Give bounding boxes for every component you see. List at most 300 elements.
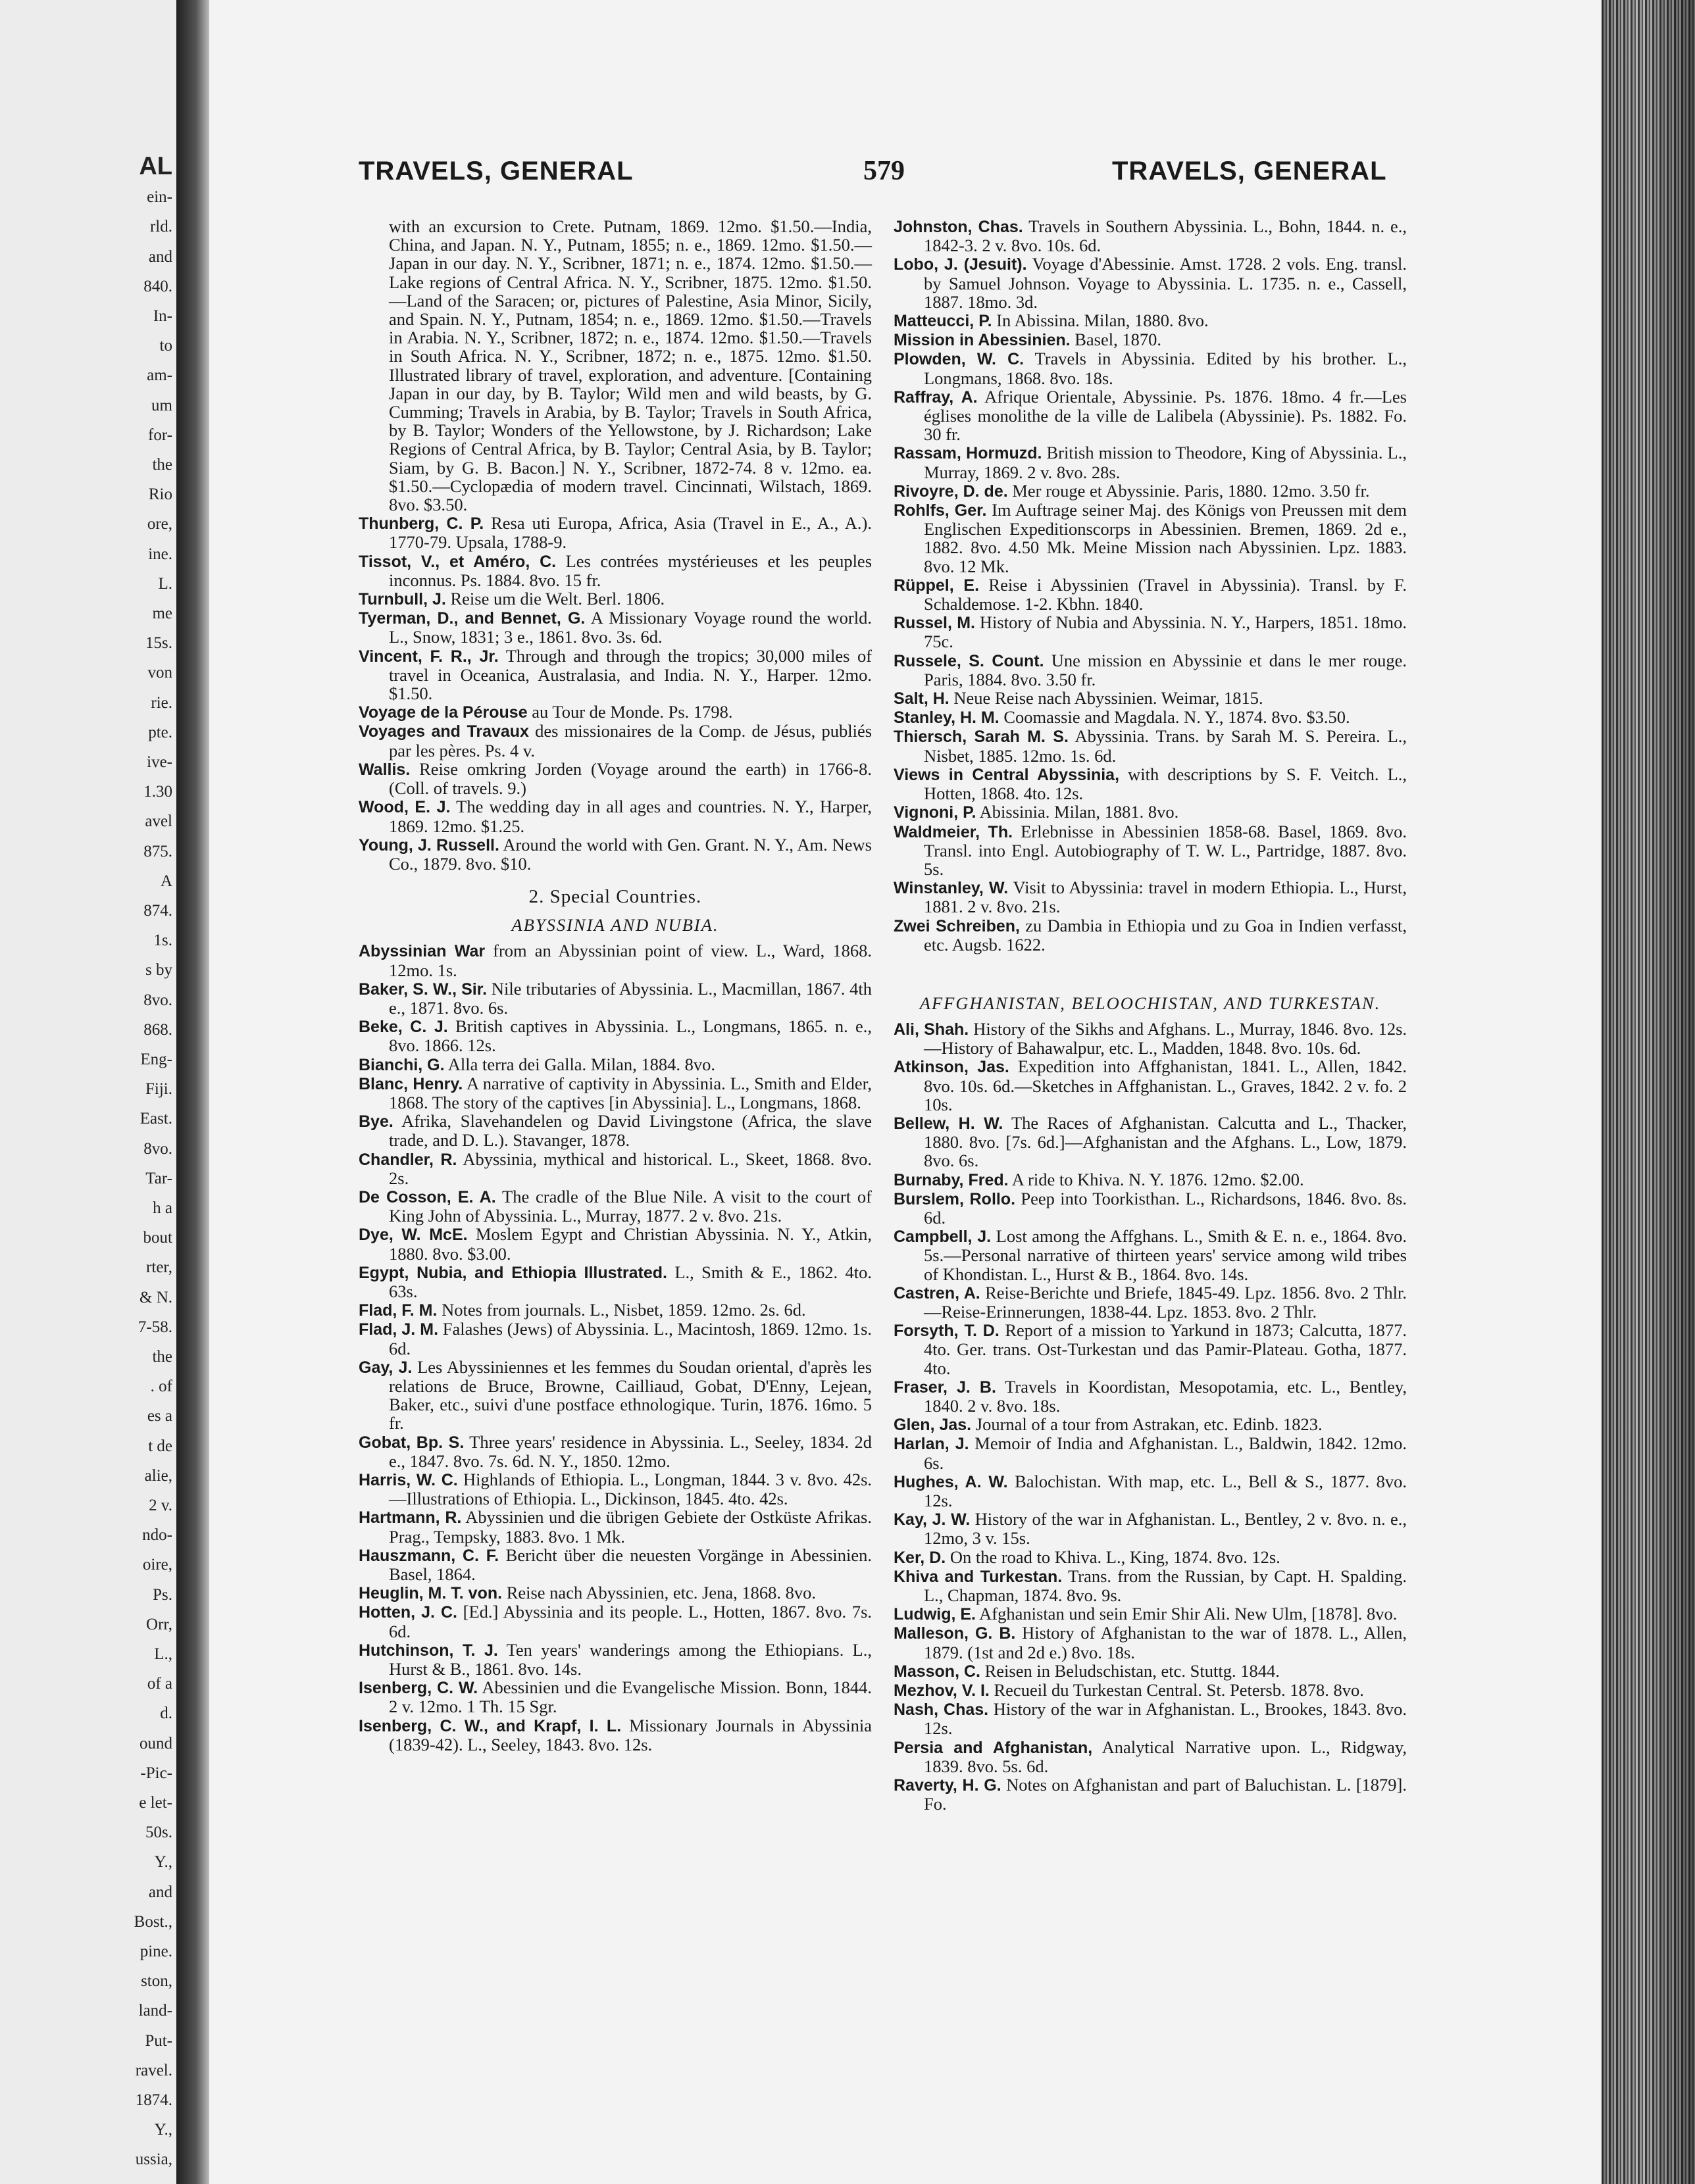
prev-page-text: Put- [145,2031,172,2050]
prev-page-text: L. [158,574,172,593]
entry-text: Reise um die Welt. Berl. 1806. [450,589,665,609]
bibliography-entry [359,552,872,589]
entry-text: A Missionary Voyage round the world. L., Snow, 1831; 3 e., 1861. 8vo. 3s. 6d. [389,608,872,647]
prev-page-text: and [148,247,172,266]
entry-text: Lost among the Affghans. L., Smith & E. n. e., 1864. 8vo. 5s.—Personal narrative of thirteen years' service among wild tribes of Khondistan. L., Hurst & B., 1864. 8vo. 14s. [924,1226,1407,1284]
prev-page-text: 8vo. [143,991,172,1009]
entry-text: Visit to Abyssinia: travel in modern Ethiopia. L., Hurst, 1881. 2 v. 8vo. 21s. [924,878,1407,917]
entry-text: Erlebnisse in Abessinien 1858-68. Basel, 1869. 8vo. Transl. into Engl. Autobiography of T. W. L., Partridge, 1887. 8vo. 5s. [924,821,1407,879]
prev-page-text: Fiji. [145,1080,172,1099]
entry-author: Dye, W. McE. [359,1226,468,1245]
entry-text: Alla terra dei Galla. Milan, 1884. 8vo. [447,1054,715,1074]
section-heading: 2. Special Countries. [528,886,702,908]
entry-text: Falashes (Jews) of Abyssinia. L., Macintosh, 1869. 12mo. 1s. 6d. [389,1319,873,1358]
prev-page-text: 1s. [153,931,172,950]
bibliography-entry [359,608,872,646]
bibliography-entry [894,1283,1407,1321]
running-head-right: TRAVELS, GENERAL [1112,157,1387,186]
prev-page-text: alie, [144,1466,172,1485]
entry-text: Abyssinien und die übrigen Gebiete der Ostküste Afrikas. Prag., Tempsky, 1883. 8vo. 1 Mk. [389,1507,872,1547]
bibliography-entry [894,387,1407,444]
bibliography-entry [359,1320,872,1357]
entry-text: The wedding day in all ages and countries. N. Y., Harper, 1869. 12mo. $1.25. [389,797,872,836]
bibliography-entry [359,1508,872,1545]
prev-page-text: s by [145,961,172,980]
entry-author: Gobat, Bp. S. [359,1433,465,1452]
prev-page-text: 8vo. [143,1139,172,1158]
bibliography-entry [359,1263,872,1301]
entry-text: Im Auftrage seiner Maj. des Königs von Preussen mit dem Englischen Expeditionscorps in Abessinien. Bremen, 1869. 2d e., 1882. 8vo. 4.50 Mk. Meine Mission nach Abyssinien. Lpz. 1883. 8vo. 12 Mk. [924,500,1407,576]
entry-text: Reisen in Beludschistan, etc. Stuttg. 1844. [984,1660,1280,1681]
entry-author: Fraser, J. B. [894,1377,996,1397]
prev-page-text: 840. [143,277,172,295]
bibliography-entry [894,443,1407,481]
entry-author: Bye. [359,1112,393,1131]
entry-author: Raverty, H. G. [894,1776,1001,1795]
prev-page-text: am- [147,366,172,385]
entry-text: Afrique Orientale, Abyssinie. Ps. 1876. 18mo. 4 fr.—Les églises monolithe de la ville de Lalibela (Abyssinie). Ps. 1882. Fo. 30 fr. [924,386,1407,445]
bibliography-entry [894,689,1407,708]
bibliography-entry [359,1074,872,1112]
entry-author: Kay, J. W. [894,1510,971,1529]
entry-text: Afrika, Slavehandelen og David Livingstone (Africa, the slave trade, and D. L.). Stavanger, 1878. [389,1111,872,1151]
prev-page-text: Y., [154,1853,172,1872]
entry-text: History of Nubia and Abyssinia. N. Y., Harpers, 1851. 18mo. 75c. [924,612,1407,652]
entry-text: In Abissina. Milan, 1880. 8vo. [996,310,1209,331]
bibliography-entry [359,1225,872,1262]
entry-text: Memoir of India and Afghanistan. L., Baldwin, 1842. 12mo. 6s. [924,1433,1407,1473]
entry-text: Through and through the tropics; 30,000 miles of travel in Oceanica, Australasia, and India. N. Y., Harper. 12mo. $1.50. [389,645,873,704]
bibliography-entry [359,1112,872,1149]
prev-page-text: 15s. [145,634,172,653]
entry-text: Notes from journals. L., Nisbet, 1859. 12mo. 2s. 6d. [442,1300,806,1320]
bibliography-entry [894,613,1407,651]
bibliography-entry [359,1301,872,1320]
bibliography-entry [894,803,1407,822]
bibliography-entry [359,1187,872,1225]
prev-page-text: 7-58. [138,1318,172,1336]
prev-page-text: h a [153,1199,172,1217]
prev-page-text: ein- [147,188,172,207]
entry-text: Abyssinia, mythical and historical. L., Skeet, 1868. 8vo. 2s. [389,1149,872,1188]
entry-list-general [359,514,872,873]
bibliography-entry [359,1055,872,1074]
entry-text: Nile tributaries of Abyssinia. L., Macmillan, 1867. 4th e., 1871. 8vo. 6s. [389,978,873,1018]
prev-page-text: Eng- [140,1051,172,1068]
bibliography-entry [894,311,1407,330]
entry-text: History of the war in Afghanistan. L., Bentley, 2 v. 8vo. n. e., 12mo, 3 v. 15s. [924,1509,1407,1549]
bibliography-entry [894,765,1407,803]
entry-author: Isenberg, C. W. [359,1679,478,1698]
entry-author: Thunberg, C. P. [359,514,484,534]
entry-author: Baker, S. W., Sir. [359,980,488,999]
left-column [359,217,872,1754]
bibliography-entry [359,1583,872,1602]
prev-page-text: Rio [148,485,172,504]
entry-author: Castren, A. [894,1283,980,1303]
entry-author: Heuglin, M. T. von. [359,1584,503,1603]
entry-text: Bericht über die neuesten Vorgänge in Abessinien. Basel, 1864. [389,1545,873,1585]
entry-text: Resa uti Europa, Africa, Asia (Travel in E., A., A.). 1770-79. Upsala, 1788-9. [389,513,873,553]
entry-author: Winstanley, W. [894,879,1009,898]
entry-author: Turnbull, J. [359,590,446,609]
entry-text: Travels in Southern Abyssinia. L., Bohn, 1844. n. e., 1842-3. 2 v. 8vo. 10s. 6d. [924,216,1407,256]
prev-page-text: t de [148,1437,172,1455]
bibliography-entry [894,1377,1407,1415]
bibliography-entry [894,1170,1407,1189]
bibliography-entry [894,916,1407,954]
entry-text: Abessinien und die Evangelische Mission. Bonn, 1844. 2 v. 12mo. 1 Th. 15 Sgr. [389,1677,872,1717]
entry-text: Balochistan. With map, etc. L., Bell & S., 1877. 8vo. 12s. [924,1471,1407,1510]
bibliography-entry [359,647,872,703]
entry-text: au Tour de Monde. Ps. 1798. [532,702,733,722]
entry-text: Reise omkring Jorden (Voyage around the earth) in 1766-8. (Coll. of travels. 9.) [389,758,873,799]
entry-text: from an Abyssinian point of view. L., Ward, 1868. 12mo. 1s. [389,941,872,980]
entry-text: Les contrées mystérieuses et les peuples inconnus. Ps. 1884. 8vo. 15 fr. [389,551,873,590]
entry-author: Thiersch, Sarah M. S. [894,728,1069,747]
bibliography-entry [359,980,872,1017]
entry-text: [Ed.] Abyssinia and its people. L., Hotten, 1867. 8vo. 7s. 6d. [389,1602,873,1641]
prev-page-text: -Pic- [140,1764,172,1782]
bibliography-entry [894,1415,1407,1434]
prev-page-text: ound [139,1734,172,1752]
entry-author: Flad, F. M. [359,1301,438,1320]
entry-author: Gay, J. [359,1358,413,1377]
prev-page-text: 1.30 [143,783,172,801]
entry-author: Abyssinian War [359,942,486,961]
entry-author: Voyage de la Pérouse [359,703,528,722]
entry-text: Abyssinia. Trans. by Sarah M. S. Pereira. L., Nisbet, 1885. 12mo. 1s. 6d. [924,726,1407,766]
entry-text: History of the war in Afghanistan. L., Brookes, 1843. 8vo. 12s. [924,1699,1407,1739]
prev-page-text: Tar- [145,1169,172,1187]
bibliography-entry [894,1510,1407,1547]
bibliography-entry [359,589,872,608]
entry-text: Highlands of Ethiopia. L., Longman, 1844. 3 v. 8vo. 42s.—Illustrations of Ethiopia. L., Dickinson, 1845. 4to. 42s. [389,1470,873,1509]
bibliography-entry [894,1604,1407,1624]
entry-author: Waldmeier, Th. [894,822,1013,841]
entry-text: Peep into Toorkisthan. L., Richardsons, 1846. 8vo. 8s. 6d. [924,1188,1407,1228]
entry-author: Young, J. Russell. [359,835,499,855]
entry-text: Mer rouge et Abyssinie. Paris, 1880. 12mo. 3.50 fr. [1012,480,1370,501]
entry-author: Hauszmann, C. F. [359,1546,499,1565]
running-head-left: TRAVELS, GENERAL [359,157,634,186]
entry-text: with descriptions by S. F. Veitch. L., Hotten, 1868. 4to. 12s. [924,764,1407,804]
entry-author: Tissot, V., et Améro, C. [359,552,557,571]
bibliography-entry [894,330,1407,349]
prev-page-text: ussia, [135,2150,172,2169]
bibliography-entry [894,651,1407,689]
entry-text: Trans. from the Russian, by Capt. H. Spalding. L., Chapman, 1874. 8vo. 9s. [924,1566,1407,1606]
prev-page-text: me [152,605,172,622]
bibliography-entry [894,822,1407,879]
prev-page-text: Orr, [146,1615,172,1633]
entry-author: Vignoni, P. [894,803,976,822]
subsection-heading-afghanistan: AFFGHANISTAN, BELOOCHISTAN, AND TURKESTAN. [919,993,1381,1013]
entry-author: Views in Central Abyssinia, [894,765,1120,784]
bibliography-entry [359,514,872,551]
bibliography-entry [359,1602,872,1640]
entry-author: Hutchinson, T. J. [359,1641,498,1660]
entry-author: Persia and Afghanistan, [894,1738,1093,1757]
entry-text: des missionaires de la Comp. de Jésus, publiés par les pères. Ps. 4 v. [389,721,873,760]
entry-author: Voyages and Travaux [359,722,529,741]
bibliography-entry [359,1433,872,1470]
bibliography-entry [894,708,1407,727]
entry-author: Harlan, J. [894,1435,969,1454]
entry-author: Stanley, H. M. [894,708,999,728]
bibliography-entry [359,1641,872,1678]
prev-page-text: ndo- [142,1526,172,1545]
entry-author: Burnaby, Fred. [894,1170,1009,1189]
prev-page-text: East. [139,1110,172,1128]
bibliography-entry [894,1020,1407,1057]
entry-author: Campbell, J. [894,1228,992,1247]
prev-page-text: d. [160,1704,172,1723]
bibliography-entry [359,1678,872,1716]
entry-text: Coomassie and Magdala. N. Y., 1874. 8vo. $3.50. [1003,707,1350,728]
prev-page-text: ston, [141,1972,172,1991]
bibliography-entry [894,217,1407,255]
prev-page-text: ore, [147,515,172,534]
entry-author: Wood, E. J. [359,798,451,817]
entry-text: Around the world with Gen. Grant. N. Y., Am. News Co., 1879. 8vo. $10. [389,834,872,874]
entry-text: History of the Sikhs and Afghans. L., Murray, 1846. 8vo. 12s.—History of Bahawalpur, etc. L., Madden, 1848. 8vo. 10s. 6d. [924,1018,1407,1058]
entry-author: Salt, H. [894,689,949,708]
entry-author: Hotten, J. C. [359,1603,457,1622]
entry-author: Flad, J. M. [359,1320,439,1339]
entry-author: Ludwig, E. [894,1605,976,1624]
entry-list-abyssinia-continued [894,217,1407,954]
prev-page-text: rie. [151,693,172,712]
entry-author: De Cosson, E. A. [359,1187,496,1206]
entry-author: Tyerman, D., and Bennet, G. [359,609,586,628]
entry-author: Ali, Shah. [894,1020,969,1039]
page-number: 579 [863,156,905,186]
entry-text: Notes on Afghanistan and part of Baluchistan. L. [1879]. Fo. [924,1775,1407,1814]
entry-author: Rivoyre, D. de. [894,482,1008,501]
entry-author: Raffray, A. [894,387,978,407]
prev-page-text: ive- [147,753,172,771]
prev-page-text: 875. [143,842,172,860]
entry-text: Les Abyssiniennes et les femmes du Soudan oriental, d'après les relations de Bruce, Browne, Cailliaud, Gobat, D'Enny, Lejean, Baker, etc., suivi d'une postface ethnologique. Turin, 1876. 16mo. 5 fr. [389,1356,873,1433]
bibliography-entry [894,255,1407,311]
entry-author: Rüppel, E. [894,576,980,595]
entry-text: Expedition into Affghanistan, 1841. L., Allen, 1842. 8vo. 10s. 6d.—Sketches in Affghanistan. L., Graves, 1842. 2 v. fo. 2 10s. [924,1056,1407,1114]
bibliography-entry [894,1681,1407,1700]
prev-page-text: L., [154,1645,172,1663]
prev-page-text: AL [139,153,172,180]
entry-text: Reise i Abyssinien (Travel in Abyssinia). Transl. by F. Schaldemose. 1-2. Kbhn. 1840. [924,574,1407,614]
entry-text: Reise nach Abyssinien, etc. Jena, 1868. 8vo. [506,1583,816,1603]
bibliography-entry [359,1470,872,1508]
entry-author: Forsyth, T. D. [894,1322,999,1341]
entry-author: Glen, Jas. [894,1416,972,1435]
entry-author: Matteucci, P. [894,312,992,331]
prev-page-text: A [160,872,172,890]
prev-page-text: pte. [148,723,172,741]
entry-text: Reise-Berichte und Briefe, 1845-49. Lpz. 1856. 8vo. 2 Thlr.—Reise-Erinnerungen, 1838-44. Lpz. 1853. 8vo. 2 Thlr. [924,1282,1407,1322]
bibliography-entry [894,1472,1407,1510]
bibliography-entry [894,727,1407,764]
bibliography-entry [894,1700,1407,1737]
entry-author: Isenberg, C. W., and Krapf, I. L. [359,1716,622,1735]
entry-author: Bellew, H. W. [894,1114,1003,1133]
prev-page-text: 868. [143,1020,172,1039]
prev-page-text: e let- [139,1794,172,1812]
subsection-heading-abyssinia: ABYSSINIA AND NUBIA. [511,915,719,935]
prev-page-text: ravel. [135,2061,172,2079]
entry-text: Recueil du Turkestan Central. St. Petersb. 1878. 8vo. [994,1680,1364,1700]
bibliography-entry [894,349,1407,387]
entry-text: Abissinia. Milan, 1881. 8vo. [979,802,1179,822]
entry-author: Nash, Chas. [894,1700,989,1720]
entry-text: Travels in Abyssinia. Edited by his brother. L., Longmans, 1868. 8vo. 18s. [924,349,1407,388]
prev-page-text: rter, [146,1258,172,1277]
entry-text: Journal of a tour from Astrakan, etc. Edinb. 1823. [975,1414,1323,1435]
bibliography-entry [894,1227,1407,1283]
entry-text: Neue Reise nach Abyssinien. Weimar, 1815. [953,688,1263,708]
entry-text: A ride to Khiva. N. Y. 1876. 12mo. $2.00. [1011,1169,1304,1189]
entry-author: Beke, C. J. [359,1018,448,1037]
bibliography-entry [894,1738,1407,1775]
entry-author: Rassam, Hormuzd. [894,444,1042,463]
entry-list-afghanistan [894,1020,1407,1814]
bibliography-entry [894,501,1407,576]
entry-author: Plowden, W. C. [894,350,1025,369]
entry-author: Zwei Schreiben, [894,916,1020,935]
entry-text: zu Dambia in Ethiopia und zu Goa in Indien verfasst, etc. Augsb. 1622. [924,915,1407,955]
bibliography-entry [894,1321,1407,1377]
entry-text: Voyage d'Abessinie. Amst. 1728. 2 vols. Eng. transl. by Samuel Johnson. Voyage to Abyssinia. L. 1735. n. e., Cassell, 1887. 18mo. 3d. [924,254,1407,312]
entry-text: Une mission en Abyssinie et dans le mer rouge. Paris, 1884. 8vo. 3.50 fr. [924,650,1407,689]
entry-text: L., Smith & E., 1862. 4to. 63s. [389,1262,872,1301]
bibliography-entry [894,1624,1407,1661]
entry-author: Ker, D. [894,1548,946,1567]
bibliography-entry [359,797,872,835]
entry-text: Analytical Narrative upon. L., Ridgway, 1839. 8vo. 5s. 6d. [924,1737,1407,1776]
prev-page-text: to [159,337,172,355]
prev-page-text: the [152,456,172,474]
entry-author: Johnston, Chas. [894,218,1023,236]
bibliography-entry [894,1189,1407,1227]
prev-page-text: ine. [148,545,172,563]
entry-text: Three years' residence in Abyssinia. L., Seeley, 1834. 2d e., 1847. 8vo. 7s. 6d. N. Y., 1850. 12mo. [389,1431,872,1471]
entry-author: Harris, W. C. [359,1471,458,1489]
entry-text: Missionary Journals in Abyssinia (1839-42). L., Seeley, 1843. 8vo. 12s. [389,1715,872,1754]
prev-page-text: land- [138,2002,172,2020]
prev-page-text: In- [153,307,172,325]
entry-author: Chandler, R. [359,1150,457,1169]
entry-author: Vincent, F. R., Jr. [359,647,499,666]
bibliography-entry [359,722,872,759]
prev-page-text: pine. [139,1943,172,1960]
entry-text: History of Afghanistan to the war of 1878. L., Allen, 1879. (1st and 2d e.) 8vo. 18s. [924,1623,1407,1662]
prev-page-text: 1874. [135,2091,172,2109]
prev-page-text: 2 v. [149,1497,172,1514]
bibliography-entry [359,1358,872,1433]
entry-text: A narrative of captivity in Abyssinia. L., Smith and Elder, 1868. The story of the captives [in Abyssinia]. L., Longmans, 1868. [389,1073,872,1112]
bibliography-entry [894,1057,1407,1114]
entry-author: Lobo, J. (Jesuit). [894,255,1027,274]
entry-text: Travels in Koordistan, Mesopotamia, etc. L., Bentley, 1840. 2 v. 8vo. 18s. [924,1376,1407,1416]
entry-text: British mission to Theodore, King of Abyssinia. L., Murray, 1869. 2 v. 8vo. 28s. [924,443,1407,482]
entry-author: Egypt, Nubia, and Ethiopia Illustrated. [359,1263,667,1282]
bibliography-entry [359,1546,872,1583]
bibliography-entry [894,1548,1407,1567]
prev-page-text: Y., [154,2121,172,2139]
entry-text: British captives in Abyssinia. L., Longmans, 1865. n. e., 8vo. 1866. 12s. [389,1016,873,1056]
bibliography-entry [894,1434,1407,1472]
entry-text: The Races of Afghanistan. Calcutta and L., Thacker, 1880. 8vo. [7s. 6d.]—Afghanistan and the Afghans. L., Low, 1879. 8vo. 6s. [924,1112,1407,1171]
previous-page-fragment [0,0,176,2184]
entry-author: Mission in Abessinien. [894,331,1071,350]
entry-text: On the road to Khiva. L., King, 1874. 8vo. 12s. [949,1547,1280,1567]
right-column [894,217,1407,1813]
entry-author: Hartmann, R. [359,1508,462,1527]
prev-page-text: & N. [139,1288,172,1306]
entry-text: Afghanistan und sein Emir Shir Ali. New Ulm, [1878]. 8vo. [979,1604,1398,1624]
prev-page-text: 50s. [145,1824,172,1842]
prev-page-text: avel [145,812,172,831]
prev-page-text: 874. [143,902,172,920]
prev-page-text: and [148,1883,172,1901]
prev-page-text: von [147,664,172,682]
bibliography-entry [894,576,1407,613]
prev-page-text: for- [148,426,172,444]
prev-page-text: um [151,396,172,414]
entry-author: Bianchi, G. [359,1055,445,1074]
bibliography-entry [359,1017,872,1055]
entry-author: Wallis. [359,760,411,779]
entry-author: Khiva and Turkestan. [894,1567,1063,1586]
bibliography-entry [894,1662,1407,1681]
bibliography-entry [359,1716,872,1754]
entry-text: Ten years' wanderings among the Ethiopians. L., Hurst & B., 1861. 8vo. 14s. [389,1639,872,1679]
entry-text: Moslem Egypt and Christian Abyssinia. N. Y., Atkin, 1880. 8vo. $3.00. [389,1224,873,1264]
entry-list-abyssinia [359,941,872,1754]
entry-author: Hughes, A. W. [894,1472,1008,1491]
entry-author: Russel, M. [894,614,975,633]
entry-author: Masson, C. [894,1662,980,1681]
bibliography-entry [894,1775,1407,1813]
bibliography-entry [359,760,872,797]
entry-author: Malleson, G. B. [894,1624,1016,1643]
bibliography-entry [359,835,872,873]
prev-page-text: oire, [142,1556,172,1574]
book-gutter [176,0,209,2184]
continuation-entry: with an excursion to Crete. Putnam, 1869. 12mo. $1.50.—India, China, and Japan. N. Y., Putnam, 1855; n. e., 1869. 12mo. $1.50.—Japan in our day. N. Y., Scribner, 1871; n. e., 1874. 12mo. $1.50.—Lake regions of Central Africa. N. Y., Scribner, 1875. 12mo. $1.50.—Land of the Saracen; or, pictures of Palestine, Asia Minor, Sicily, and Spain. N. Y., Putnam, 1854; n. e., 1869. 12mo. $1.50.—Travels in Arabia. N. Y., Scribner, 1872; n. e., 1874. 12mo. $1.50.—Travels in South Africa. N. Y., Scribner, 1872; n. e., 1875. 12mo. $1.50. Illustrated library of travel, exploration, and adventure. [Containing Japan in our day, by B. Taylor; Wild men and wild beasts, by G. Cumming; Travels in Arabia, by B. Taylor; Travels in South Africa, by B. Taylor; Wonders of the Yellowstone, by J. Richardson; Lake Regions of Central Africa, by B. Taylor; Central Asia, by B. Taylor; Siam, by G. B. Bacon.] N. Y., Scribner, 1872-74. 8 v. 12mo. ea. $1.50.—Cyclopædia of modern travel. Cincinnati, Wilstach, 1869. 8vo. $3.50. [389,216,872,515]
prev-page-text: of a [147,1675,172,1693]
entry-author: Burslem, Rollo. [894,1189,1016,1208]
entry-author: Russele, S. Count. [894,651,1044,670]
entry-author: Rohlfs, Ger. [894,501,987,520]
bibliography-entry [894,482,1407,501]
bibliography-entry [894,1114,1407,1170]
bibliography-entry [359,941,872,979]
prev-page-text: rld. [149,218,172,236]
prev-page-text: the [152,1348,172,1366]
bibliography-entry [359,703,872,722]
bibliography-entry [894,1567,1407,1604]
prev-page-text: . of [150,1377,172,1396]
entry-text: The cradle of the Blue Nile. A visit to the court of King John of Abyssinia. L., Murray, 1877. 2 v. 8vo. 21s. [389,1186,872,1226]
entry-text: Basel, 1870. [1075,330,1161,350]
entry-author: Atkinson, Jas. [894,1058,1009,1077]
bibliography-entry [894,878,1407,916]
entry-author: Blanc, Henry. [359,1074,463,1093]
entry-author: Mezhov, V. I. [894,1681,990,1700]
prev-page-text: Bost., [134,1912,172,1931]
